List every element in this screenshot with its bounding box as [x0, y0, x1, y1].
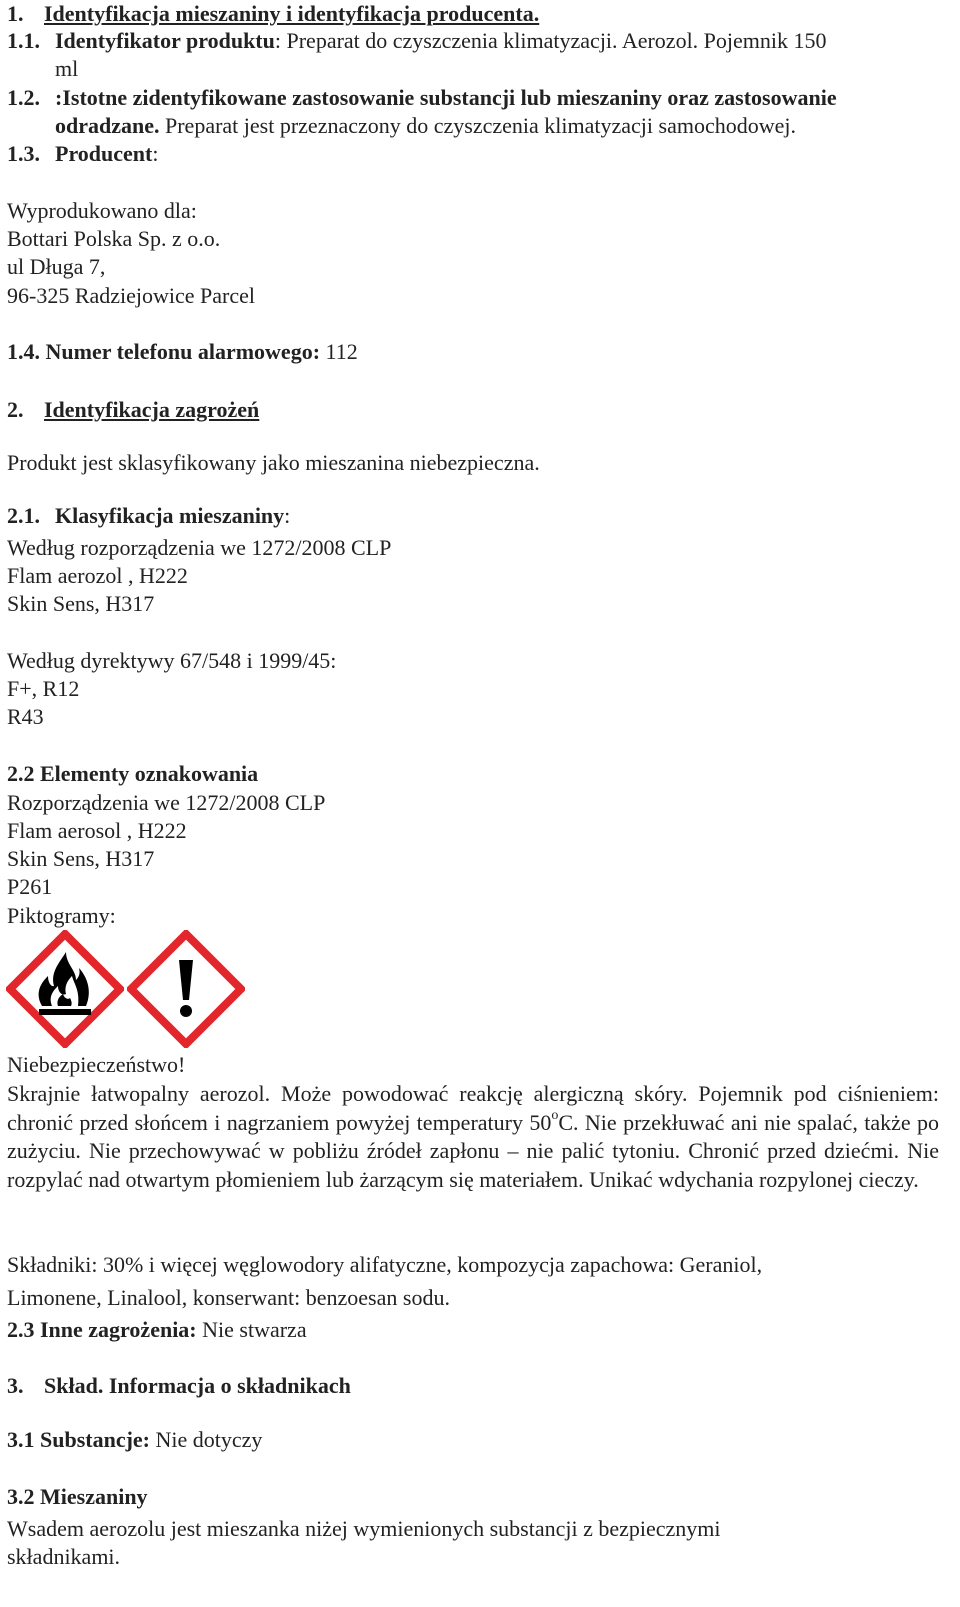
producer-line: 96-325 Radziejowice Parcel	[7, 283, 256, 308]
flame-icon	[6, 930, 124, 1048]
other-hazards: 2.3 Inne zagrożenia: Nie stwarza	[7, 1317, 307, 1342]
section-1-title: Identyfikacja mieszaniny i identyfikacja producenta.	[44, 1, 540, 26]
producer-line: Bottari Polska Sp. z o.o.	[7, 226, 221, 251]
section-2-title: Identyfikacja zagrożeń	[44, 397, 260, 422]
exclamation-icon	[127, 930, 245, 1048]
ingredients-line: Składniki: 30% i więcej węglowodory alifatyczne, kompozycja zapachowa: Geraniol,	[7, 1252, 763, 1277]
labelling-line: P261	[7, 874, 53, 899]
classification-line: F+, R12	[7, 676, 80, 701]
ingredients-line: Limonene, Linalool, konserwant: benzoesan sodu.	[7, 1285, 450, 1310]
mixtures-heading: 3.2 Mieszaniny	[7, 1484, 148, 1509]
labelling-line: Skin Sens, H317	[7, 846, 155, 871]
labelling-line: Rozporządzenia we 1272/2008 CLP	[7, 790, 326, 815]
product-identifier-cont: ml	[55, 56, 79, 81]
classification-line: R43	[7, 704, 44, 729]
hazard-statements: Skrajnie łatwopalny aerozol. Może powodować reakcję alergiczną skóry. Pojemnik pod ciśnieniem: chronić przed słońcem i nagrzaniem powyżej temperatury 50$^o$C. Nie przekłuwać ani nie spalać, także po zużyciu. Nie przechowywać w pobliżu źródeł zapłonu – nie palić tytoniu. Chronić przed dziećmi. Nie rozpylać nad otwartym płomieniem lub żarzącym się materiałem. Unikać wdychania rozpylonej cieczy.	[7, 1081, 939, 1192]
emergency-phone: 1.4. Numer telefonu alarmowego: 112	[7, 339, 358, 364]
labelling-heading: 2.2 Elementy oznakowania	[7, 761, 259, 786]
mixtures-line: Wsadem aerozolu jest mieszanka niżej wymienionych substancji z bezpiecznymi	[7, 1516, 721, 1541]
classification-line: Skin Sens, H317	[7, 591, 155, 616]
section-1-heading: 1. Identyfikacja mieszaniny i identyfikacja producenta.	[7, 1, 540, 26]
classification-line: Według rozporządzenia we 1272/2008 CLP	[7, 535, 392, 560]
product-identifier: 1.1. Identyfikator produktu: Preparat do czyszczenia klimatyzacji. Aerozol. Pojemnik 150	[7, 28, 827, 53]
producer-line: Wyprodukowano dla:	[7, 198, 197, 223]
classification-line: Według dyrektywy 67/548 i 1999/45:	[7, 648, 337, 673]
classification-heading: 2.1. Klasyfikacja mieszaniny:	[7, 503, 291, 528]
signal-word: Niebezpieczeństwo!	[7, 1052, 186, 1077]
labelling-line: Flam aerosol , H222	[7, 818, 187, 843]
section-2-heading: 2. Identyfikacja zagrożeń	[7, 397, 260, 422]
identified-uses-label: 1.2. :Istotne zidentyfikowane zastosowanie substancji lub mieszaniny oraz zastosowanie	[7, 85, 837, 110]
section-3-heading: 3. Skład. Informacja o składnikach	[7, 1373, 351, 1398]
mixtures-line: składnikami.	[7, 1544, 121, 1569]
section-3-title: Skład. Informacja o składnikach	[44, 1373, 351, 1398]
producer-heading: 1.3. Producent:	[7, 141, 159, 166]
hazard-intro: Produkt jest sklasyfikowany jako mieszanina niebezpieczna.	[7, 450, 540, 475]
producer-line: ul Długa 7,	[7, 254, 106, 279]
classification-line: Flam aerozol , H222	[7, 563, 188, 588]
pictograms-label: Piktogramy:	[7, 903, 116, 928]
identified-uses-value: odradzane. Preparat jest przeznaczony do czyszczenia klimatyzacji samochodowej.	[55, 113, 796, 138]
substances: 3.1 Substancje: Nie dotyczy	[7, 1427, 263, 1452]
